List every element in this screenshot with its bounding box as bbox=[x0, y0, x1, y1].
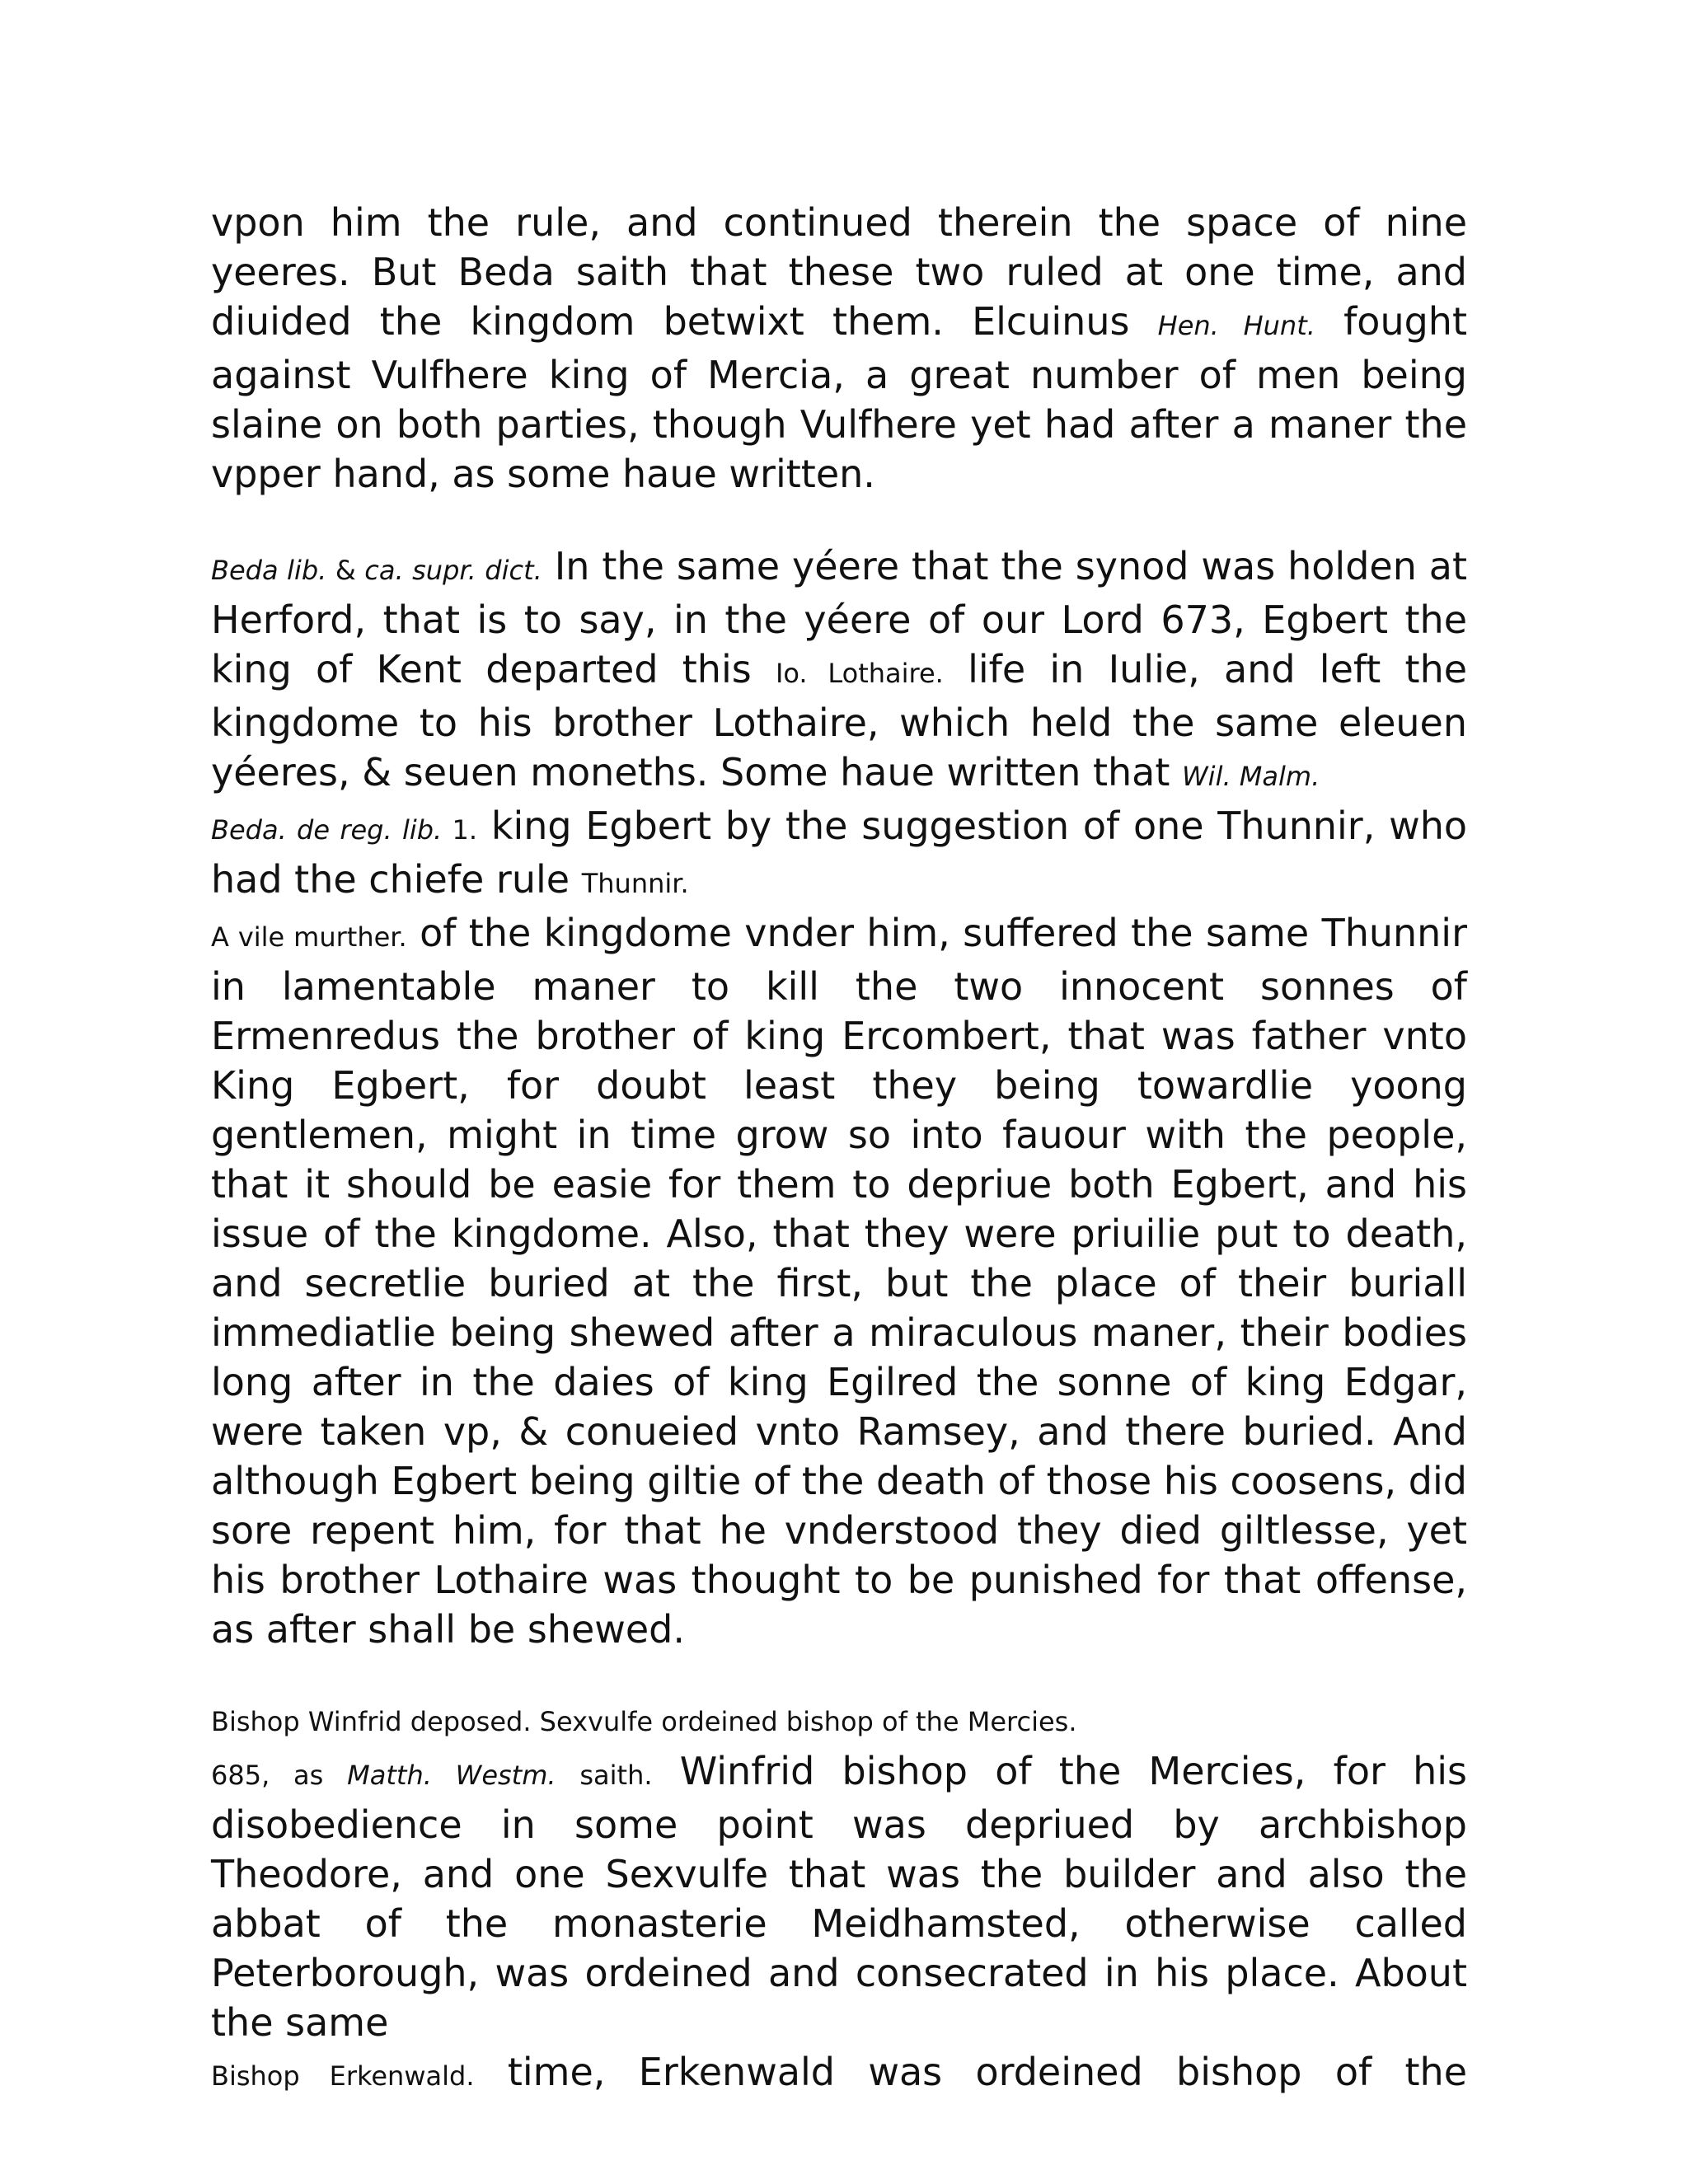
paragraph-2-text-a: In the same yéere that the synod was holden at Herford, that is to say, in the yéere of our Lord 673, Egbert the king of Kent departed this bbox=[211, 544, 1468, 691]
paragraph-1 bbox=[211, 198, 1467, 499]
margin-note-a-vile-murther: A vile murther. bbox=[211, 921, 407, 953]
margin-note-matth-westm: Matth. Westm. bbox=[347, 1760, 556, 1791]
paragraph-gap bbox=[211, 499, 1467, 541]
paragraph-1-text-a: vpon him the rule, and continued therein the space of nine yeeres. But Beda saith that these two ruled at one time, and diuided the kingdom betwixt them. Elcuinus bbox=[211, 200, 1467, 344]
margin-note-685-as: 685, as bbox=[211, 1760, 348, 1791]
page-body bbox=[211, 198, 1467, 2101]
paragraph-1-text-b: fought against Vulfhere king of Mercia, a great number of men being slaine on both parties, though Vulfhere yet had after a maner the vpper hand, as some haue written. bbox=[211, 299, 1467, 496]
paragraph-3 bbox=[211, 801, 1467, 908]
margin-note-thunnir: Thunnir. bbox=[581, 868, 689, 899]
paragraph-2 bbox=[211, 541, 1467, 801]
paragraph-6 bbox=[211, 1746, 1467, 2047]
margin-note-wil-malm: Wil. Malm. bbox=[1182, 761, 1320, 792]
paragraph-2-text-b: life in Iulie, and left the kingdome to his brother Lothaire, which held the same eleuen yéeres, & seuen moneths. Some haue written that bbox=[211, 647, 1468, 794]
margin-note-beda-de-reg-lib: Beda. de reg. lib. bbox=[211, 814, 443, 846]
paragraph-7-text-a: time, Erkenwald was ordeined bishop of the bbox=[474, 2050, 1468, 2094]
paragraph-4 bbox=[211, 908, 1467, 1654]
paragraph-3-text-a: king Egbert by the suggestion of one Thunnir, who had the chiefe rule bbox=[211, 804, 1468, 902]
margin-note-ampersand: & bbox=[326, 555, 365, 586]
margin-notes-winfrid-sexvulfe: Bishop Winfrid deposed. Sexvulfe ordeined bishop of the Mercies. bbox=[211, 1706, 1077, 1737]
paragraph-7 bbox=[211, 2047, 1467, 2101]
paragraph-gap bbox=[211, 1654, 1467, 1697]
margin-note-hen-hunt: Hen. Hunt. bbox=[1157, 310, 1315, 341]
margin-note-io-lothaire: Io. Lothaire. bbox=[775, 658, 944, 689]
margin-note-bishop-erkenwald: Bishop Erkenwald. bbox=[211, 2060, 475, 2092]
paragraph-4-text-a: of the kingdome vnder him, suffered the same Thunnir in lamentable maner to kill the two innocent sonnes of Ermenredus the brother of king Ercombert, that was father vnto King Egbert, for doubt least they being towardlie yoong gentlemen, might in time grow so into fauour with the people, that it should be easie for them to depriue both Egbert, and his issue of the kingdome. Also, that they were priuilie put to death, and secretlie buried at the first, but the place of their buriall immediatlie being shewed after a miraculous maner, their bodies long after in the daies of king Egilred the sonne of king Edgar, were taken vp, & conueied vnto Ramsey, and there buried. And although Egbert being giltie of the death of those his coosens, did sore repent him, for that he vnderstood they died giltlesse, yet his brother Lothaire was thought to be punished for that offense, as after shall be shewed. bbox=[211, 911, 1468, 1652]
margin-note-beda-lib: Beda lib. bbox=[211, 555, 327, 586]
margin-note-book-number: 1. bbox=[442, 814, 478, 846]
paragraph-6-text-a: Winfrid bishop of the Mercies, for his disobedience in some point was depriued by archbishop Theodore, and one Sexvulfe that was the builder and also the abbat of the monasterie Meidhamsted, otherwise called Peterborough, was ordeined and consecrated in his place. About the same bbox=[211, 1749, 1468, 2045]
margin-note-saith: saith. bbox=[556, 1760, 653, 1791]
margin-note-ca-supr-dict: ca. supr. dict. bbox=[364, 555, 542, 586]
